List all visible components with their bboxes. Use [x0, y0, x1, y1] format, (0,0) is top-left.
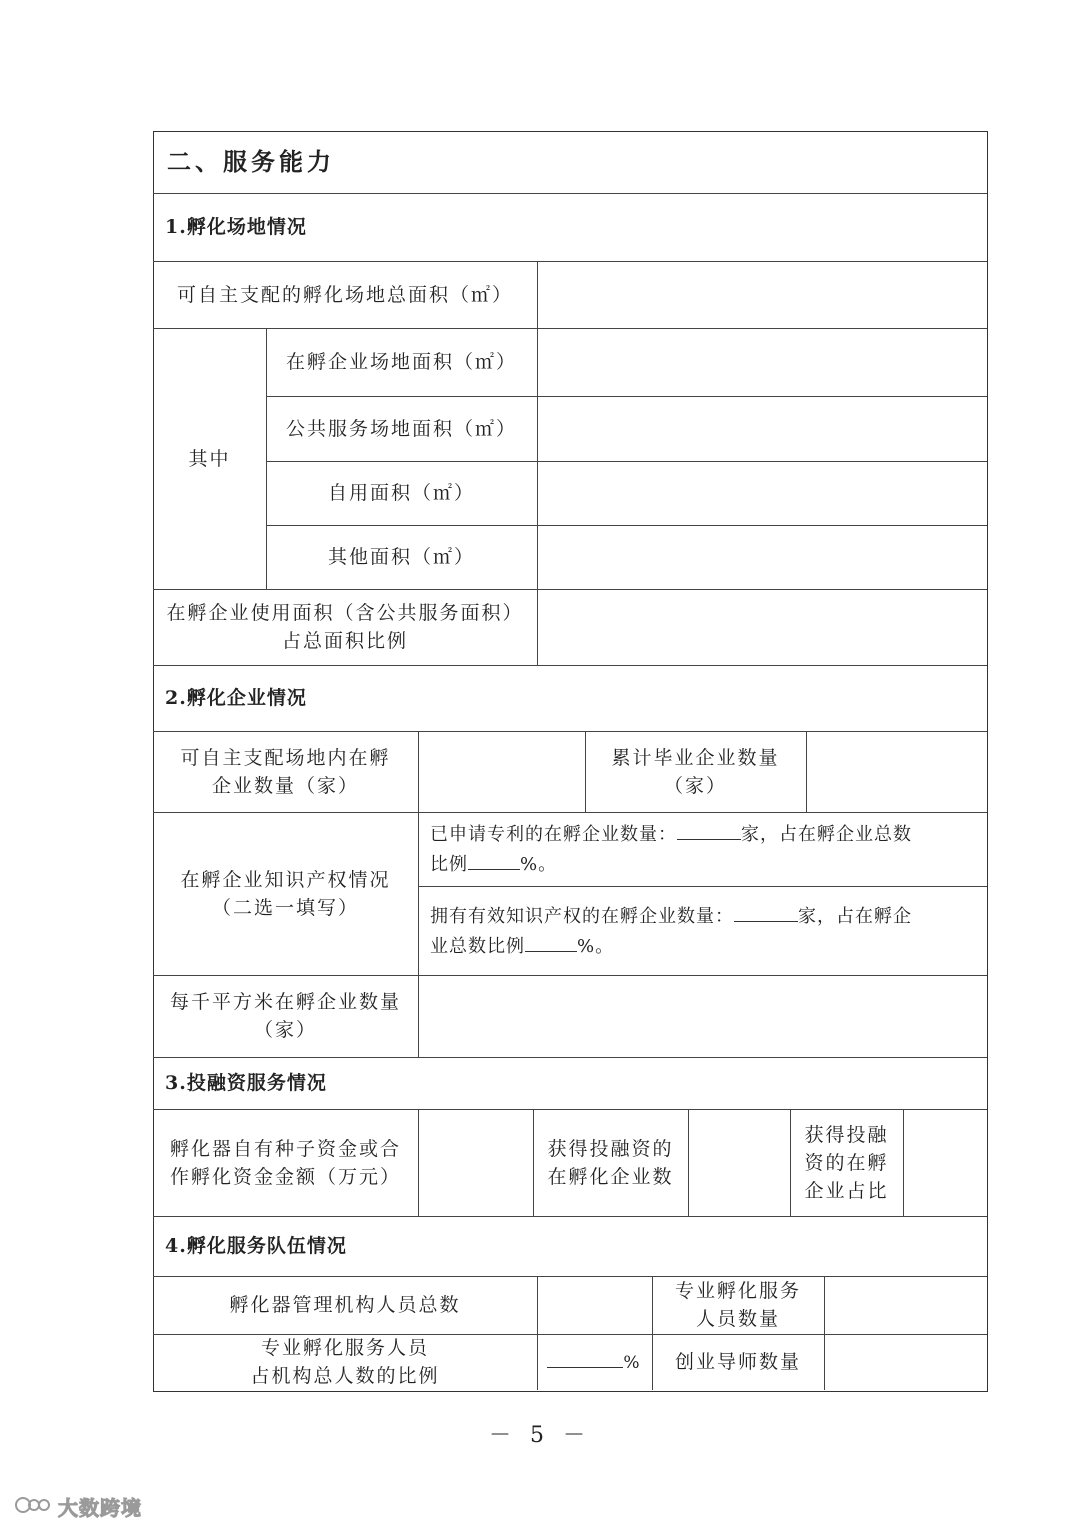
label-usage-ratio [153, 589, 537, 665]
label-total-area: 可自主支配的孵化场地总面积（㎡） [176, 283, 513, 306]
input-public-service-area[interactable] [537, 396, 987, 461]
label-pro-staff-ratio [153, 1334, 537, 1390]
label-incubating-area: 在孵企业场地面积（㎡） [285, 351, 517, 373]
label-public-service-area: 公共服务场地面积（㎡） [285, 417, 517, 440]
valid-ip-text-b: 家，占在孵企 [798, 905, 912, 927]
label-pro-staff-ratio-line2: 占机构总人数的比例 [250, 1365, 440, 1387]
label-invested-ratio-line3: 企业占比 [804, 1179, 889, 1202]
pro-staff-ratio-field [537, 1334, 652, 1390]
patent-text-a: 已申请专利的在孵企业数量： [430, 824, 677, 845]
label-seed-fund-line1: 孵化器自有种子资金或合 [169, 1137, 401, 1160]
label-pro-staff-count [652, 1276, 824, 1334]
label-invested-count [533, 1109, 688, 1216]
label-enterprise-count-line2: 企业数量（家） [211, 774, 359, 797]
watermark-text: 大数跨境 [58, 1496, 142, 1520]
subsection-title-team: 4.孵化服务队伍情况 [165, 1235, 347, 1257]
input-invested-count[interactable] [688, 1109, 790, 1216]
input-staff-total[interactable] [537, 1276, 652, 1334]
input-graduated-count[interactable] [806, 731, 987, 812]
input-seed-fund[interactable] [418, 1109, 533, 1216]
label-density [153, 975, 418, 1057]
section-title: 二、服务能力 [167, 147, 335, 176]
patent-applicants-row [418, 812, 987, 886]
label-pro-staff-count-line1: 专业孵化服务 [674, 1280, 801, 1302]
input-total-area[interactable] [537, 261, 987, 328]
watermark-logo-icon [14, 1494, 54, 1520]
patent-text-d: %。 [520, 854, 558, 875]
label-density-line2: （家） [253, 1019, 317, 1041]
label-pro-staff-count-line2: 人员数量 [695, 1308, 780, 1330]
input-incubating-area[interactable] [537, 328, 987, 396]
label-of-which: 其中 [188, 447, 231, 470]
watermark [14, 1492, 142, 1521]
label-ip-status-line1: 在孵企业知识产权情况 [180, 868, 391, 891]
pro-staff-ratio-blank[interactable] [547, 1347, 623, 1368]
input-mentors[interactable] [824, 1334, 987, 1390]
label-pro-staff-ratio-line1: 专业孵化服务人员 [260, 1337, 429, 1359]
label-mentors: 创业导师数量 [674, 1351, 801, 1373]
label-enterprise-count-line1: 可自主支配场地内在孵 [180, 746, 391, 769]
label-graduated-count [585, 731, 806, 812]
input-enterprise-count[interactable] [418, 731, 585, 812]
patent-count-blank[interactable] [677, 819, 741, 840]
label-invested-count-line2: 在孵化企业数 [547, 1165, 674, 1188]
valid-ip-row [418, 886, 987, 975]
subsection-title-enterprises: 2.孵化企业情况 [165, 687, 307, 709]
input-other-area[interactable] [537, 525, 987, 589]
input-self-use-area[interactable] [537, 461, 987, 525]
page-number: － 5 － [489, 1423, 591, 1448]
label-invested-ratio-line1: 获得投融 [804, 1123, 889, 1146]
label-enterprise-count [153, 731, 418, 812]
label-staff-total: 孵化器管理机构人员总数 [229, 1294, 461, 1316]
input-density[interactable] [418, 975, 987, 1057]
valid-ip-count-blank[interactable] [734, 901, 798, 922]
valid-ip-text-c: 业总数比例 [430, 935, 525, 957]
label-other-area: 其他面积（㎡） [327, 546, 475, 568]
label-usage-ratio-line1: 在孵企业使用面积（含公共服务面积） [166, 602, 524, 624]
valid-ip-ratio-blank[interactable] [525, 931, 577, 952]
label-density-line1: 每千平方米在孵企业数量 [169, 991, 401, 1013]
label-usage-ratio-line2: 占总面积比例 [281, 630, 408, 652]
pct-sign: % [623, 1353, 642, 1373]
label-invested-ratio [790, 1109, 903, 1216]
subsection-title-site: 1.孵化场地情况 [165, 216, 307, 238]
patent-text-b: 家，占在孵企业总数 [741, 824, 912, 845]
label-seed-fund [153, 1109, 418, 1216]
valid-ip-text-a: 拥有有效知识产权的在孵企业数量： [430, 905, 734, 927]
label-ip-status-line2: （二选一填写） [211, 896, 359, 919]
input-invested-ratio[interactable] [903, 1109, 987, 1216]
input-usage-ratio[interactable] [537, 589, 987, 665]
label-graduated-count-line1: 累计毕业企业数量 [611, 746, 780, 769]
label-ip-status [153, 812, 418, 975]
subsection-title-investment: 3.投融资服务情况 [165, 1072, 327, 1094]
patent-text-c: 比例 [430, 854, 468, 875]
valid-ip-text-d: %。 [577, 935, 615, 957]
label-graduated-count-line2: （家） [663, 774, 727, 797]
label-invested-count-line1: 获得投融资的 [547, 1137, 674, 1160]
label-self-use-area: 自用面积（㎡） [327, 482, 475, 504]
label-invested-ratio-line2: 资的在孵 [804, 1151, 889, 1174]
label-seed-fund-line2: 作孵化资金金额（万元） [169, 1165, 401, 1188]
patent-ratio-blank[interactable] [468, 849, 520, 870]
input-pro-staff-count[interactable] [824, 1276, 987, 1334]
